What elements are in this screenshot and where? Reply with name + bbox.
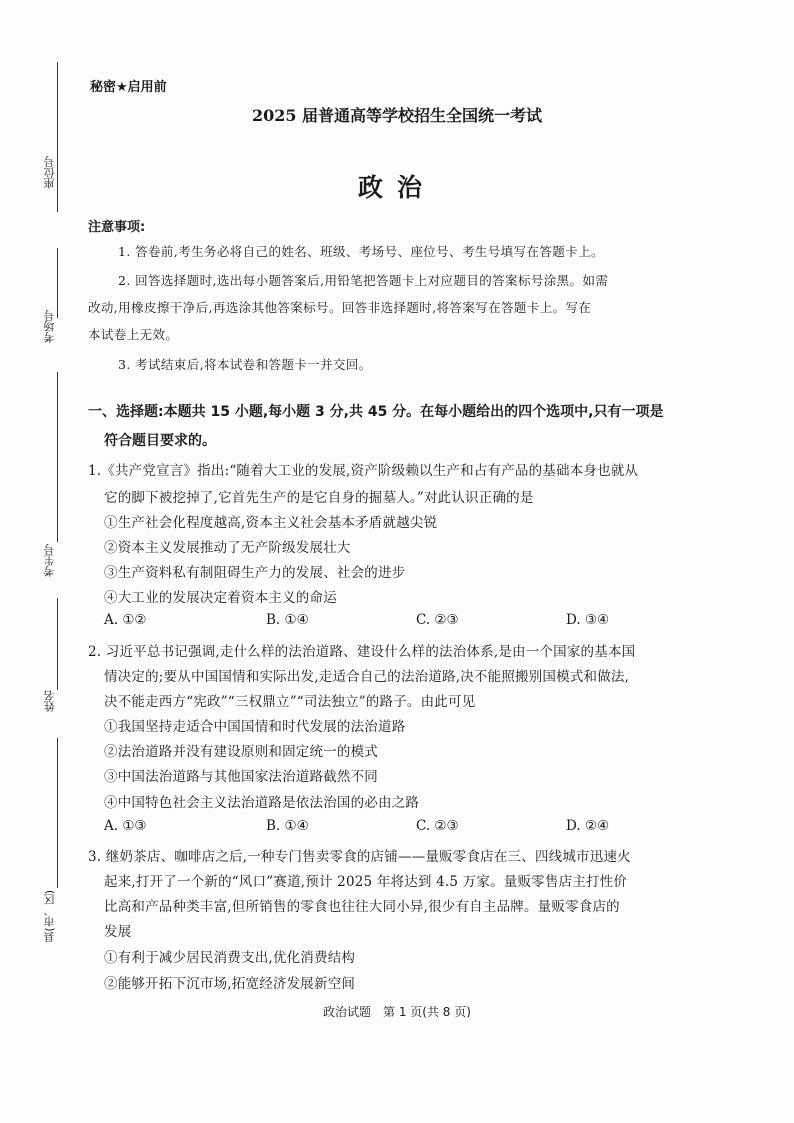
q3-statement-2: ②能够开拓下沉市场,拓宽经济发展新空间 [104, 976, 356, 992]
notice-title: 注意事项: [88, 220, 146, 235]
q3-stem-line-4: 发展 [104, 924, 132, 940]
section-heading-line-1: 一、选择题:本题共 15 小题,每小题 3 分,共 45 分。在每小题给出的四个选项中,只有一项是 [88, 404, 664, 420]
q1-statement-4: ④大工业的发展决定着资本主义的命运 [104, 590, 337, 606]
county-label: 县(市、区) [43, 890, 56, 943]
q1-stem-line-2: 它的脚下被挖掉了,它首先生产的是它自身的掘墓人。”对此认识正确的是 [104, 490, 534, 506]
q1-statement-2: ②资本主义发展推动了无产阶级发展壮大 [104, 540, 351, 556]
q3-stem-line-3: 比高和产品种类丰富,但所销售的零食也往往大同小异,很少有自主品牌。量贩零食店的 [104, 899, 620, 915]
page-footer: 政治试题 第 1 页(共 8 页) [323, 1005, 471, 1019]
q3-stem-line-1: 3. 继奶茶店、咖啡店之后,一种专门售卖零食的店铺——量贩零食店在三、四线城市迅速火 [88, 849, 631, 865]
subject-title: 政治 [357, 173, 436, 202]
q2-option-c: C. ②③ [416, 818, 459, 834]
margin-line-3 [57, 372, 58, 542]
q2-statement-3: ③中国法治道路与其他国家法治道路截然不同 [104, 769, 378, 785]
notice-item-1: 1. 答卷前,考生务必将自己的姓名、班级、考场号、座位号、考生号填写在答题卡上。 [118, 244, 604, 259]
q2-stem-line-1: 2. 习近平总书记强调,走什么样的法治道路、建设什么样的法治体系,是由一个国家的基本国 [88, 644, 636, 660]
exam-room-label: 考场号 [43, 310, 56, 343]
notice-item-2-line-1: 2. 回答选择题时,选出每小题答案后,用铅笔把答题卡上对应题目的答案标号涂黑。如需 [118, 273, 609, 288]
section-heading-line-2: 符合题目要求的。 [104, 433, 216, 449]
margin-line-2 [57, 248, 58, 318]
q2-option-d: D. ②④ [566, 818, 610, 834]
q2-option-b: B. ①④ [266, 818, 309, 834]
q2-stem-line-2: 情决定的;要从中国国情和实际出发,走适合自己的法治道路,决不能照搬别国模式和做法, [104, 669, 630, 685]
notice-item-2-line-3: 本试卷上无效。 [88, 327, 179, 342]
q2-stem-line-3: 决不能走西方“宪政”“三权鼎立”“司法独立”的路子。由此可见 [104, 694, 476, 710]
q3-statement-1: ①有利于减少居民消费支出,优化消费结构 [104, 950, 356, 966]
q2-statement-2: ②法治道路并没有建设原则和固定统一的模式 [104, 744, 378, 760]
seat-number-label: 座位号 [43, 156, 56, 189]
exam-title: 2025 届普通高等学校招生全国统一考试 [251, 106, 543, 125]
confidential-mark: 秘密★启用前 [90, 80, 167, 95]
margin-line-4 [57, 598, 58, 690]
q1-statement-1: ①生产社会化程度越高,资本主义社会基本矛盾就越尖锐 [104, 515, 438, 531]
q1-option-b: B. ①④ [266, 612, 309, 628]
q1-statement-3: ③生产资料私有制阻碍生产力的发展、社会的进步 [104, 565, 406, 581]
q1-option-d: D. ③④ [566, 612, 610, 628]
candidate-number-label: 考生号 [43, 544, 56, 577]
q2-statement-1: ①我国坚持走适合中国国情和时代发展的法治道路 [104, 719, 406, 735]
q1-option-a: A. ①② [104, 612, 147, 628]
notice-item-3: 3. 考试结束后,将本试卷和答题卡一并交回。 [118, 357, 372, 372]
name-label: 姓名 [43, 690, 56, 712]
q1-option-c: C. ②③ [416, 612, 459, 628]
q3-stem-line-2: 起来,打开了一个新的“风口”赛道,预计 2025 年将达到 4.5 万家。量贩零售店主打性价 [104, 874, 628, 890]
q2-statement-4: ④中国特色社会主义法治道路是依法治国的必由之路 [104, 795, 420, 811]
notice-item-2-line-2: 改动,用橡皮擦干净后,再选涂其他答案标号。回答非选择题时,将答案写在答题卡上。写在 [88, 300, 592, 315]
margin-line-5 [57, 738, 58, 888]
q2-option-a: A. ①③ [104, 818, 147, 834]
q1-stem-line-1: 1.《共产党宣言》指出:“随着大工业的发展,资产阶级赖以生产和占有产品的基础本身也就从 [88, 463, 639, 479]
